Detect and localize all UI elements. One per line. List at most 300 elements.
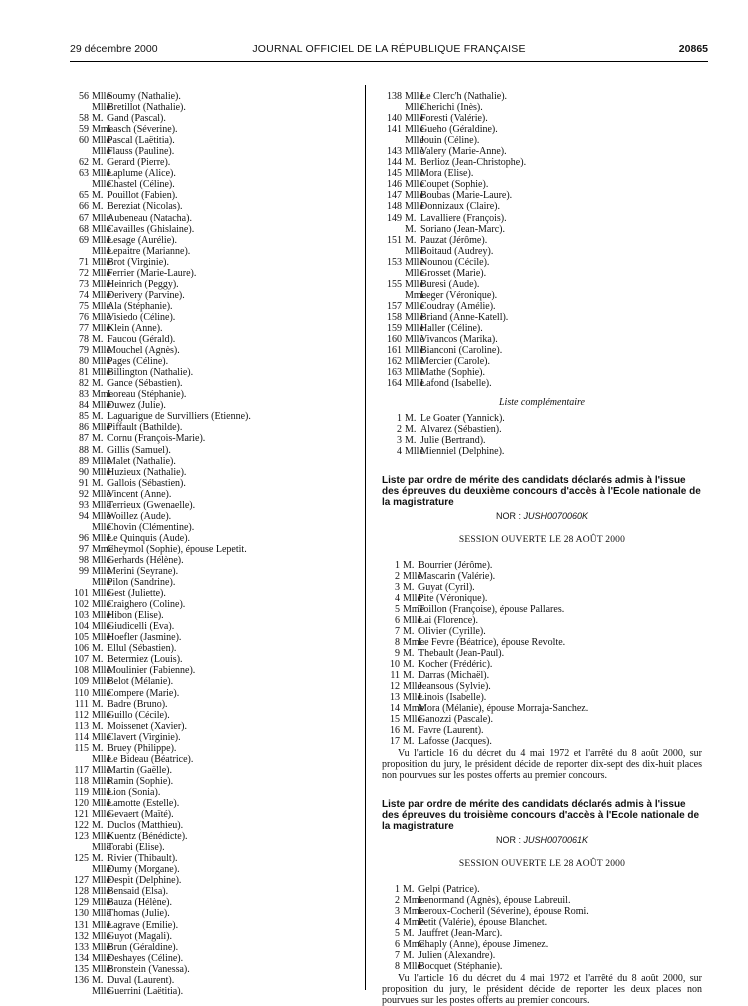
list-item <box>382 279 702 290</box>
candidate-name: Bereziat (Nicolas). <box>107 201 183 213</box>
candidate-name: Bronstein (Vanessa). <box>107 963 190 975</box>
section2-nor-code: JUSH0070060K <box>523 510 589 521</box>
page-header <box>70 43 708 59</box>
civil-title: Mlle <box>405 201 424 213</box>
civil-title: Mlle <box>405 311 424 323</box>
candidate-name: Pages (Céline). <box>107 356 169 368</box>
rank-number: 8 <box>395 960 400 972</box>
candidate-name: Coudray (Amélie). <box>420 300 496 312</box>
civil-title: Mlle <box>92 311 111 323</box>
civil-title: Mlle <box>405 334 424 346</box>
rank-number: 11 <box>390 670 400 682</box>
rank-number: 6 <box>395 614 400 626</box>
list-item <box>72 699 357 710</box>
list-item <box>382 312 702 323</box>
rank-number: 4 <box>395 592 400 604</box>
rank-number: 74 <box>79 289 89 301</box>
civil-title: Mme <box>92 389 114 401</box>
candidate-name: Boitaud (Audrey). <box>420 245 494 257</box>
civil-title: Mlle <box>405 135 424 147</box>
rank-number: 1 <box>395 883 400 895</box>
list-item <box>72 732 357 743</box>
list-item <box>72 334 357 345</box>
list-item <box>382 268 702 279</box>
candidate-name: Gallois (Sébastien). <box>107 477 186 489</box>
civil-title: Mlle <box>405 146 424 158</box>
list-item <box>72 323 357 334</box>
rank-number: 82 <box>79 378 89 390</box>
list-item <box>382 895 702 906</box>
civil-title: Mlle <box>92 864 111 876</box>
list-item <box>382 703 702 714</box>
rank-number: 96 <box>79 532 89 544</box>
list-item <box>382 157 702 168</box>
list-item <box>72 931 357 942</box>
civil-title: M. <box>405 157 417 169</box>
candidate-name: Brot (Virginie). <box>107 256 169 268</box>
candidate-name: Kocher (Frédéric). <box>418 659 493 671</box>
list-item <box>382 582 702 593</box>
list-item <box>72 853 357 864</box>
candidate-name: Mora (Elise). <box>420 168 474 180</box>
rank-number: 4 <box>395 916 400 928</box>
candidate-name: Julien (Alexandre). <box>418 949 496 961</box>
civil-title: Mlle <box>92 212 111 224</box>
candidate-name: Alvarez (Sébastien). <box>420 424 502 436</box>
candidate-name: Giudicelli (Eva). <box>107 621 175 633</box>
civil-title: M. <box>92 444 104 456</box>
candidate-name: Mienniel (Delphine). <box>420 446 505 458</box>
list-item <box>72 842 357 853</box>
civil-title: Mlle <box>92 764 111 776</box>
candidate-name: Flauss (Pauline). <box>107 146 175 158</box>
rank-number: 73 <box>79 278 89 290</box>
candidate-name: Deshayes (Céline). <box>107 952 184 964</box>
civil-title: M. <box>405 435 417 447</box>
list-item <box>382 301 702 312</box>
civil-title: Mlle <box>403 570 422 582</box>
candidate-name: Laguarigue de Survilliers (Etienne). <box>107 411 251 423</box>
rank-number: 91 <box>79 477 89 489</box>
candidate-name: Faucou (Gérald). <box>107 334 176 346</box>
rank-number: 143 <box>387 146 402 158</box>
rank-number: 58 <box>79 113 89 125</box>
list-item <box>72 754 357 765</box>
candidate-name: Gest (Juliette). <box>107 588 166 600</box>
rank-number: 89 <box>79 455 89 467</box>
header-date: 29 décembre 2000 <box>70 43 158 55</box>
civil-title: Mlle <box>92 146 111 158</box>
candidate-name: Gand (Pascal). <box>107 113 166 125</box>
list-item <box>72 765 357 776</box>
list-item <box>72 908 357 919</box>
civil-title: M. <box>92 477 104 489</box>
list-item <box>72 345 357 356</box>
candidate-name: Lasch (Séverine). <box>107 124 178 136</box>
list-item <box>382 235 702 246</box>
section3-nor <box>382 835 702 846</box>
candidate-name: Betermiez (Louis). <box>107 654 183 666</box>
candidate-name: Pascal (Laëtitia). <box>107 135 175 147</box>
candidate-name: Bauza (Hélène). <box>107 897 172 909</box>
list-item <box>382 213 702 224</box>
list-item <box>382 615 702 626</box>
civil-title: Mlle <box>92 91 111 102</box>
civil-title: Mlle <box>92 786 111 798</box>
list-item <box>72 257 357 268</box>
civil-title: Mlle <box>405 179 424 191</box>
candidate-name: Guyat (Cyril). <box>418 581 475 593</box>
list-item <box>382 659 702 670</box>
rank-number: 151 <box>387 234 402 246</box>
list-item <box>382 124 702 135</box>
rank-number: 78 <box>79 334 89 346</box>
list-item <box>382 648 702 659</box>
candidate-name: Grosset (Marie). <box>420 267 487 279</box>
list-item <box>382 179 702 190</box>
list-item <box>382 413 702 424</box>
civil-title: M. <box>92 201 104 213</box>
rank-number: 87 <box>79 433 89 445</box>
left-column <box>72 91 357 997</box>
civil-title: Mlle <box>403 614 422 626</box>
civil-title: Mme <box>405 289 427 301</box>
rank-number: 123 <box>74 831 89 843</box>
candidate-name: Terrieux (Gwenaelle). <box>107 499 196 511</box>
civil-title: M. <box>405 413 417 425</box>
rank-number: 79 <box>79 345 89 357</box>
rank-number: 106 <box>74 643 89 655</box>
candidate-name: Gillis (Samuel). <box>107 444 171 456</box>
civil-title: M. <box>403 725 415 737</box>
list-item <box>382 736 702 747</box>
candidate-name: Pite (Véronique). <box>418 592 488 604</box>
list-item <box>72 367 357 378</box>
rank-number: 153 <box>387 256 402 268</box>
rank-number: 68 <box>79 223 89 235</box>
candidate-name: Clavert (Virginie). <box>107 731 181 743</box>
list-item <box>72 190 357 201</box>
rank-number: 162 <box>387 356 402 368</box>
rank-number: 160 <box>387 334 402 346</box>
candidate-name: Guillo (Cécile). <box>107 709 170 721</box>
candidate-name: Moissenet (Xavier). <box>107 720 187 732</box>
candidate-name: Malet (Nathalie). <box>107 455 176 467</box>
list-item <box>382 435 702 446</box>
candidate-name: Derivery (Parvine). <box>107 289 185 301</box>
list-item <box>382 725 702 736</box>
civil-title: Mlle <box>92 345 111 357</box>
civil-title: M. <box>92 433 104 445</box>
rank-number: 107 <box>74 654 89 666</box>
rank-number: 4 <box>397 446 402 458</box>
candidate-name: Cornu (François-Marie). <box>107 433 206 445</box>
list-item <box>382 257 702 268</box>
civil-title: M. <box>403 736 415 748</box>
rank-number: 1 <box>397 413 402 425</box>
list-item <box>72 422 357 433</box>
list-item <box>382 190 702 201</box>
civil-title: Mlle <box>92 831 111 843</box>
civil-title: Mme <box>92 124 114 136</box>
rank-number: 2 <box>397 424 402 436</box>
list-item <box>382 135 702 146</box>
list-item <box>72 378 357 389</box>
civil-title: Mlle <box>92 179 111 191</box>
rank-number: 110 <box>74 687 89 699</box>
candidate-name: Duwez (Julie). <box>107 400 166 412</box>
civil-title: M. <box>403 883 415 895</box>
civil-title: M. <box>403 625 415 637</box>
supplementary-list <box>382 413 702 457</box>
list-item <box>72 588 357 599</box>
candidate-name: Leger (Véronique). <box>420 289 498 301</box>
civil-title: Mme <box>403 916 425 928</box>
candidate-name: Coupet (Sophie). <box>420 179 489 191</box>
rank-number: 159 <box>387 322 402 334</box>
list-item <box>72 820 357 831</box>
civil-title: Mlle <box>92 256 111 268</box>
candidate-name: Le Fevre (Béatrice), épouse Revolte. <box>418 636 566 648</box>
list-item <box>72 400 357 411</box>
civil-title: M. <box>92 853 104 865</box>
civil-title: M. <box>405 424 417 436</box>
section2-nor <box>382 511 702 522</box>
civil-title: Mlle <box>92 168 111 180</box>
candidate-name: Billington (Nathalie). <box>107 367 194 379</box>
list-item <box>72 356 357 367</box>
list-item <box>72 246 357 257</box>
list-item <box>382 356 702 367</box>
candidate-name: Thebault (Jean-Paul). <box>418 647 505 659</box>
list-item <box>72 964 357 975</box>
list-item <box>72 389 357 400</box>
civil-title: Mlle <box>92 599 111 611</box>
candidate-name: Bourrier (Jérôme). <box>418 559 493 571</box>
civil-title: Mlle <box>403 692 422 704</box>
section3-nor-label: NOR : <box>495 834 521 845</box>
candidate-name: Badre (Bruno). <box>107 698 168 710</box>
list-item <box>72 566 357 577</box>
civil-title: M. <box>403 670 415 682</box>
list-item <box>382 201 702 212</box>
civil-title: Mlle <box>405 322 424 334</box>
candidate-name: Dumy (Morgane). <box>107 864 180 876</box>
list-item <box>72 897 357 908</box>
list-item <box>72 445 357 456</box>
civil-title: Mlle <box>92 356 111 368</box>
civil-title: Mme <box>403 894 425 906</box>
civil-title: Mlle <box>92 135 111 147</box>
rank-number: 98 <box>79 554 89 566</box>
list-item <box>382 290 702 301</box>
civil-title: Mlle <box>405 102 424 114</box>
candidate-name: Huzieux (Nathalie). <box>107 466 187 478</box>
candidate-name: Le Quinquis (Aude). <box>107 532 191 544</box>
civil-title: M. <box>405 234 417 246</box>
candidate-name: Mora (Mélanie), épouse Morraja-Sanchez. <box>418 703 589 715</box>
rank-number: 121 <box>74 809 89 821</box>
candidate-name: Bretillot (Nathalie). <box>107 102 186 114</box>
rank-number: 163 <box>387 367 402 379</box>
rank-number: 13 <box>390 692 400 704</box>
list-item <box>72 721 357 732</box>
list-item <box>72 621 357 632</box>
list-item <box>72 235 357 246</box>
candidate-name: Ganozzi (Pascale). <box>418 714 493 726</box>
rank-number: 122 <box>74 820 89 832</box>
list-item <box>72 301 357 312</box>
candidate-name: Guerrini (Laëtitia). <box>107 985 184 997</box>
civil-title: Mlle <box>92 245 111 257</box>
rank-number: 56 <box>79 91 89 102</box>
list-item <box>72 555 357 566</box>
rank-number: 136 <box>74 974 89 986</box>
list-item <box>72 268 357 279</box>
rank-number: 161 <box>387 345 402 357</box>
candidate-name: Rivier (Thibault). <box>107 853 178 865</box>
civil-title: Mme <box>92 543 114 555</box>
candidate-name: Foresti (Valérie). <box>420 113 488 125</box>
candidate-name: Nounou (Cécile). <box>420 256 490 268</box>
rank-number: 77 <box>79 322 89 334</box>
section2-session: SESSION OUVERTE LE 28 AOÛT 2000 <box>458 534 626 545</box>
civil-title: M. <box>403 581 415 593</box>
civil-title: Mlle <box>92 488 111 500</box>
candidate-name: Cherichi (Inès). <box>420 102 483 114</box>
right-list <box>382 91 702 389</box>
candidate-name: Gerhards (Hélène). <box>107 554 184 566</box>
right-column <box>382 91 702 1006</box>
list-item <box>72 875 357 886</box>
list-item <box>72 467 357 478</box>
candidate-name: Merini (Seyrane). <box>107 566 179 578</box>
list-item <box>382 246 702 257</box>
candidate-name: Gelpi (Patrice). <box>418 883 480 895</box>
rank-number: 10 <box>390 659 400 671</box>
candidate-name: Lafosse (Jacques). <box>418 736 492 748</box>
civil-title: Mlle <box>405 300 424 312</box>
list-item <box>382 884 702 895</box>
rank-number: 3 <box>397 435 402 447</box>
list-item <box>72 500 357 511</box>
list-item <box>382 91 702 102</box>
civil-title: Mlle <box>92 300 111 312</box>
candidate-name: Lenormand (Agnès), épouse Labreuil. <box>418 894 571 906</box>
rank-number: 158 <box>387 311 402 323</box>
list-item <box>382 224 702 235</box>
rank-number: 1 <box>395 559 400 571</box>
civil-title: Mlle <box>92 466 111 478</box>
section2-paragraph: Vu l'article 16 du décret du 4 mai 1972 et l'arrêté du 8 août 2000, sur proposition du jury, le président décide de reporter dix-sept des dix-huit places non pourvues sur les postes offerts au premier concours. <box>382 748 702 782</box>
list-item <box>72 953 357 964</box>
civil-title: M. <box>92 157 104 169</box>
list-item <box>72 201 357 212</box>
candidate-name: Loreau (Stéphanie). <box>107 389 187 401</box>
civil-title: Mlle <box>92 897 111 909</box>
civil-title: Mlle <box>405 113 424 125</box>
rank-number: 134 <box>74 952 89 964</box>
civil-title: M. <box>92 334 104 346</box>
rank-number: 86 <box>79 422 89 434</box>
candidate-name: Vincent (Anne). <box>107 488 172 500</box>
civil-title: Mlle <box>92 908 111 920</box>
rank-number: 113 <box>74 720 89 732</box>
candidate-name: Jeansous (Sylvie). <box>418 681 491 693</box>
candidate-name: Haller (Céline). <box>420 322 483 334</box>
rank-number: 101 <box>74 588 89 600</box>
rank-number: 118 <box>74 775 89 787</box>
rank-number: 135 <box>74 963 89 975</box>
rank-number: 5 <box>395 927 400 939</box>
rank-number: 7 <box>395 949 400 961</box>
rank-number: 16 <box>390 725 400 737</box>
rank-number: 76 <box>79 311 89 323</box>
section3-heading: Liste par ordre de mérite des candidats déclarés admis à l'issue des épreuves du troisième concours d'accès à l'Ecole nationale de la magistrature <box>382 798 700 832</box>
candidate-name: Aubeneau (Natacha). <box>107 212 192 224</box>
civil-title: Mlle <box>92 809 111 821</box>
list-item <box>72 942 357 953</box>
rank-number: 119 <box>74 786 89 798</box>
candidate-name: Mathe (Sophie). <box>420 367 485 379</box>
civil-title: Mlle <box>92 223 111 235</box>
candidate-name: Ala (Stéphanie). <box>107 300 173 312</box>
candidate-name: Linois (Isabelle). <box>418 692 487 704</box>
civil-title: Mme <box>403 905 425 917</box>
rank-number: 7 <box>395 625 400 637</box>
civil-title: Mlle <box>92 930 111 942</box>
civil-title: Mme <box>403 603 425 615</box>
list-item <box>382 626 702 637</box>
candidate-name: Duval (Laurent). <box>107 974 175 986</box>
civil-title: Mlle <box>92 577 111 589</box>
candidate-name: Julie (Bertrand). <box>420 435 486 447</box>
civil-title: Mlle <box>405 345 424 357</box>
rank-number: 83 <box>79 389 89 401</box>
candidate-name: Martin (Gaëlle). <box>107 764 172 776</box>
civil-title: Mlle <box>405 91 424 102</box>
civil-title: Mme <box>403 938 425 950</box>
civil-title: Mlle <box>403 960 422 972</box>
list-item <box>382 446 702 457</box>
header-rule <box>70 61 708 62</box>
candidate-name: Buresi (Aude). <box>420 278 480 290</box>
civil-title: Mlle <box>92 875 111 887</box>
candidate-name: Bruey (Philippe). <box>107 742 177 754</box>
civil-title: Mlle <box>92 731 111 743</box>
candidate-name: Mouchel (Agnès). <box>107 345 180 357</box>
header-page-number: 20865 <box>678 43 708 55</box>
list-item <box>72 533 357 544</box>
list-item <box>72 632 357 643</box>
list-item <box>72 113 357 124</box>
civil-title: Mlle <box>403 681 422 693</box>
list-item <box>72 511 357 522</box>
list-item <box>72 213 357 224</box>
candidate-name: Ramin (Sophie). <box>107 775 174 787</box>
list-item <box>382 102 702 113</box>
candidate-name: Duclos (Matthieu). <box>107 820 184 832</box>
civil-title: Mlle <box>92 289 111 301</box>
rank-number: 62 <box>79 157 89 169</box>
civil-title: Mme <box>403 703 425 715</box>
rank-number: 103 <box>74 610 89 622</box>
section3-nor-code: JUSH0070061K <box>523 834 589 845</box>
list-item <box>382 367 702 378</box>
rank-number: 145 <box>387 168 402 180</box>
candidate-name: Olivier (Cyrille). <box>418 625 486 637</box>
civil-title: Mlle <box>405 446 424 458</box>
